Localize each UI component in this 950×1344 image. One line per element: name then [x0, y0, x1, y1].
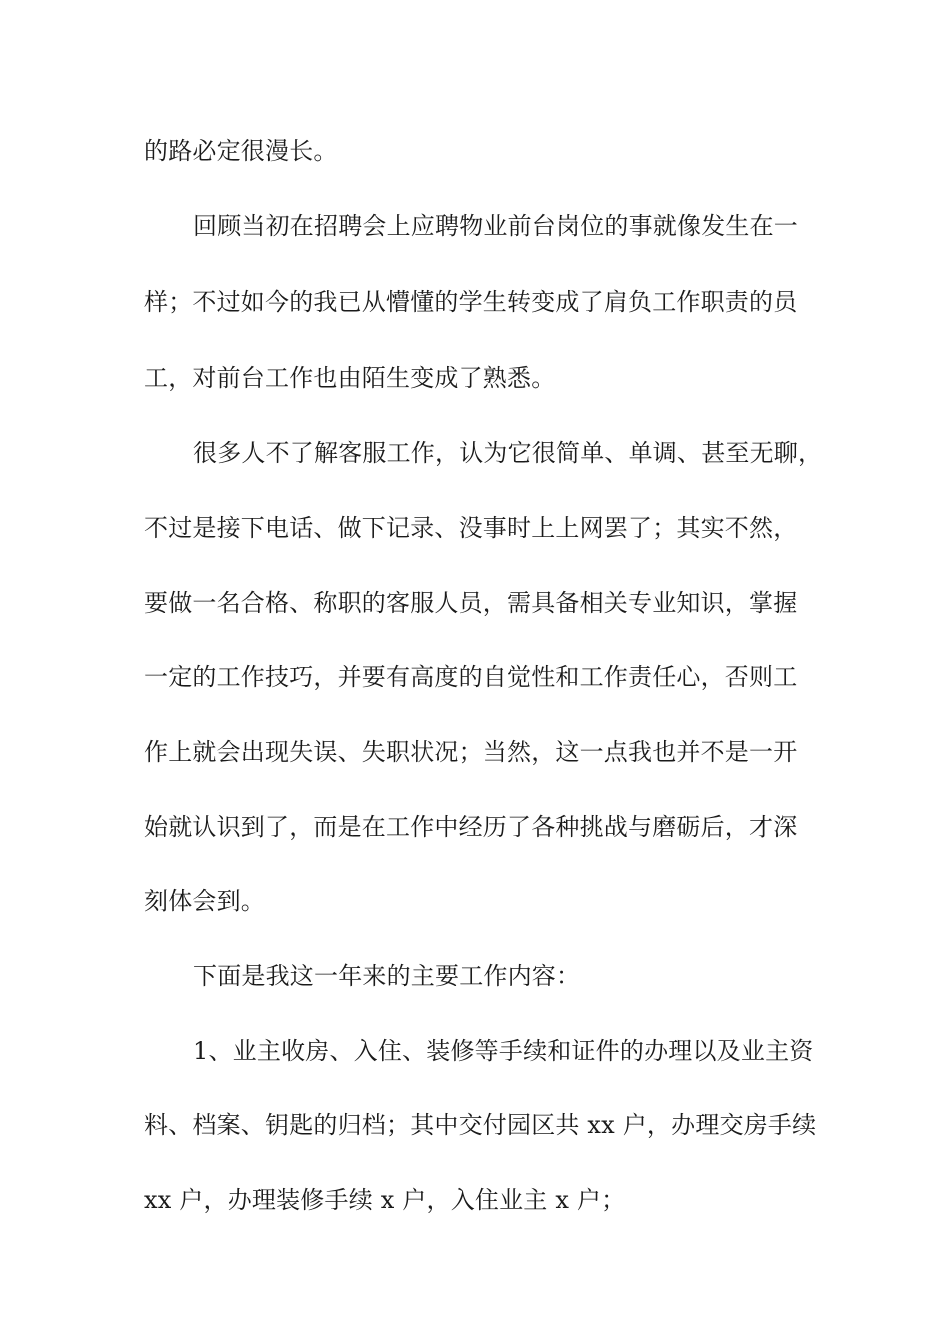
text-line: 样；不过如今的我已从懵懂的学生转变成了肩负工作职责的员	[144, 288, 798, 316]
list-item-first-line: 1、业主收房、入住、装修等手续和证件的办理以及业主资	[193, 1037, 814, 1065]
text-line: 工，对前台工作也由陌生变成了熟悉。	[144, 364, 556, 392]
text-line: 始就认识到了，而是在工作中经历了各种挑战与磨砺后，才深	[144, 813, 798, 841]
text-line: xx 户，办理装修手续 x 户，入住业主 x 户；	[144, 1186, 626, 1214]
text-line: 作上就会出现失误、失职状况；当然，这一点我也并不是一开	[144, 738, 798, 766]
paragraph-first-line: 回顾当初在招聘会上应聘物业前台岗位的事就像发生在一	[193, 212, 798, 240]
paragraph-first-line: 下面是我这一年来的主要工作内容：	[193, 962, 581, 990]
text-line: 不过是接下电话、做下记录、没事时上上网罢了；其实不然，	[144, 514, 798, 542]
text-line: 料、档案、钥匙的归档；其中交付园区共 xx 户，办理交房手续	[144, 1111, 817, 1139]
text-line: 的路必定很漫长。	[144, 137, 338, 165]
text-line: 要做一名合格、称职的客服人员，需具备相关专业知识，掌握	[144, 589, 798, 617]
paragraph-first-line: 很多人不了解客服工作，认为它很简单、单调、甚至无聊，	[193, 439, 823, 467]
text-line: 一定的工作技巧，并要有高度的自觉性和工作责任心，否则工	[144, 663, 798, 691]
text-line: 刻体会到。	[144, 887, 265, 915]
